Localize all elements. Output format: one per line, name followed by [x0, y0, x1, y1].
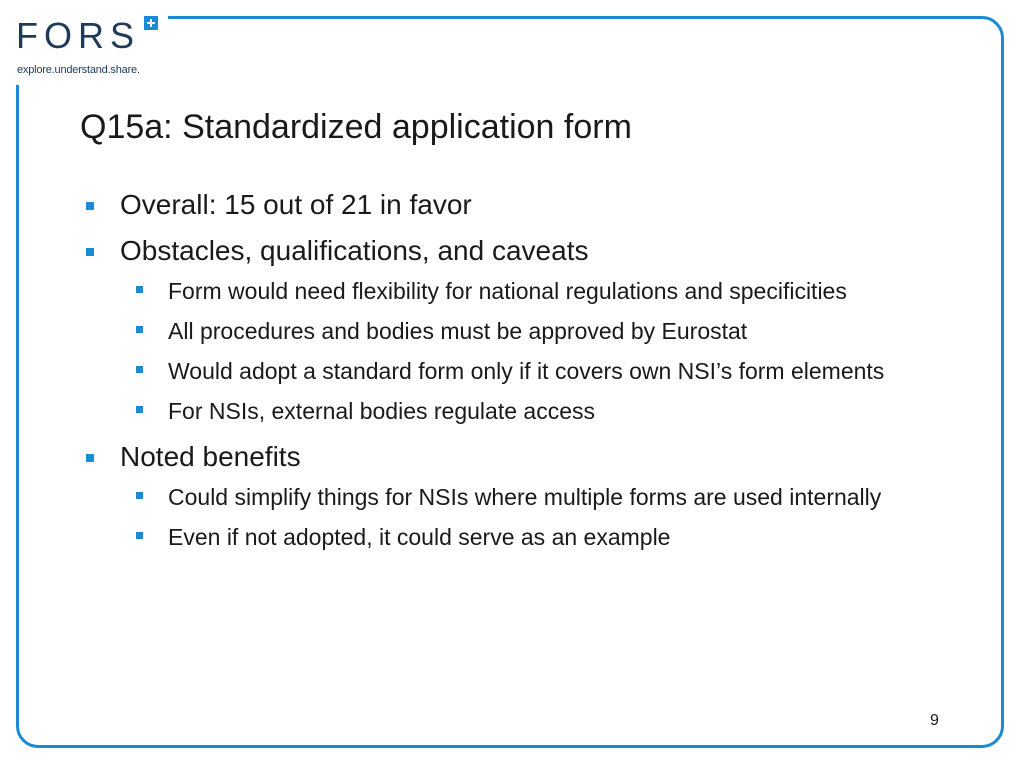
square-bullet-icon [136, 366, 143, 373]
slide-title: Q15a: Standardized application form [80, 108, 632, 146]
bullet-text: Overall: 15 out of 21 in favor [120, 189, 472, 220]
square-bullet-icon [136, 492, 143, 499]
bullet-item [80, 234, 960, 268]
square-bullet-icon [136, 532, 143, 539]
square-bullet-icon [136, 286, 143, 293]
sub-bullet-text: Form would need flexibility for national regulations and specificities [168, 278, 847, 304]
sub-bullet-text: Even if not adopted, it could serve as an example [168, 524, 671, 550]
logo-wordmark: FORS [16, 15, 141, 56]
sub-bullet-item [80, 394, 960, 428]
sub-bullet-text: For NSIs, external bodies regulate access [168, 398, 595, 424]
sub-bullet-text: Could simplify things for NSIs where multiple forms are used internally [168, 484, 882, 510]
sub-bullet-item [80, 480, 960, 514]
sub-bullet-item [80, 314, 960, 348]
sub-bullet-item [80, 520, 960, 554]
sub-bullet-text: All procedures and bodies must be approved by Eurostat [168, 318, 748, 344]
page-number: 9 [930, 712, 939, 729]
bullet-text: Obstacles, qualifications, and caveats [120, 235, 589, 266]
square-bullet-icon [86, 454, 94, 462]
bullet-text: Noted benefits [120, 441, 301, 472]
bullet-item [80, 440, 960, 474]
square-bullet-icon [86, 248, 94, 256]
bullet-item [80, 188, 960, 222]
logo-tagline: explore.understand.share. [17, 64, 140, 76]
sub-bullet-item [80, 274, 960, 308]
fors-logo [0, 0, 168, 85]
bullet-list [80, 180, 960, 554]
square-bullet-icon [86, 202, 94, 210]
square-bullet-icon [136, 326, 143, 333]
square-bullet-icon [136, 406, 143, 413]
sub-bullet-item [80, 354, 960, 388]
plus-icon [144, 16, 158, 30]
sub-bullet-text: Would adopt a standard form only if it covers own NSI’s form elements [168, 358, 885, 384]
